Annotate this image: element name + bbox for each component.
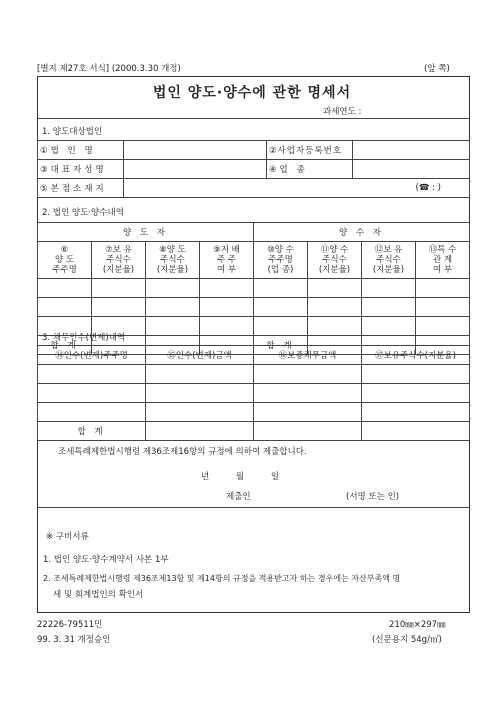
col-guarantee-amount: ⑯보증채무금액 — [254, 346, 362, 365]
col-transferred-shares: ⑧양 도 주식수 (지분율) — [146, 242, 200, 279]
attachment-item-2-cont: 세 및 회계법인의 확인서 — [53, 590, 144, 600]
hq-address-label: ⑤본점소재지 — [38, 179, 124, 198]
hq-address-field[interactable] — [124, 179, 470, 198]
date-line: 년 월 일 — [201, 472, 280, 482]
table-row — [38, 279, 470, 298]
business-field[interactable] — [353, 160, 470, 179]
total-row — [38, 422, 470, 441]
approval-date: 99. 3. 31 개정승인 — [37, 635, 111, 645]
corp-name-field[interactable] — [124, 141, 267, 160]
business-label: ④업 종 — [266, 160, 352, 179]
biz-no-field[interactable] — [353, 141, 470, 160]
seller-total-label: 합 계 — [38, 336, 92, 355]
paper-size: 210㎜×297㎜ — [389, 620, 446, 630]
phone-field: (☎ : ) — [415, 183, 441, 193]
declaration-text: 조세특례제한법시행령 제36조제16항의 규정에 의하여 제출합니다. — [58, 447, 307, 457]
seller-header: 양 도 자 — [38, 223, 254, 242]
col-seller-shareholder: ⑥ 양 도 주주명 — [38, 242, 92, 279]
attachment-item-2: 2. 조세특례제한법시행령 제36조제13항 및 제14항의 규정을 적용받고자 하는 경우에는 자산부족액 명 — [43, 574, 401, 583]
corp-name-label: ①법 인 명 — [38, 141, 124, 160]
section1-table — [37, 140, 470, 198]
debt-total-label: 합 계 — [38, 422, 146, 441]
section2-title: 2. 법인 양도·양수내역 — [42, 208, 124, 218]
biz-no-label: ②사업자등록번호 — [266, 141, 352, 160]
form-code: 22226-79511민 — [37, 620, 103, 630]
form-title: 법인 양도·양수에 관한 명세서 — [152, 85, 352, 101]
section3-table — [37, 345, 470, 441]
table-row — [38, 298, 470, 317]
section1-title: 1. 양도대상법인 — [42, 127, 103, 137]
signature-placeholder: (서명 또는 인) — [346, 492, 400, 502]
col-controlling: ⑨지 배 주 주 여 부 — [200, 242, 254, 279]
col-held-shares-ratio: ⑰보유주식수(지분율) — [362, 346, 470, 365]
submitter-label: 제출인 — [226, 492, 251, 502]
col-acquired-shares: ⑪양 수 주식수 (지분율) — [308, 242, 362, 279]
col-special-relation: ⑬특 수 관 계 여 부 — [416, 242, 470, 279]
rep-name-label: ③대표자성명 — [38, 160, 124, 179]
col-debt-assumer: ⑭인수(변제)주주명 — [38, 346, 146, 365]
rep-name-field[interactable] — [124, 160, 267, 179]
paper-type: (신문용지 54g/㎡) — [372, 635, 442, 645]
attachments-title: ※ 구비서류 — [46, 532, 89, 542]
table-row — [38, 384, 470, 403]
attachment-item-1: 1. 법인 양도·양수계약서 사본 1부 — [43, 555, 169, 565]
col-buyer-held-shares: ⑫보 유 주식수 (지분율) — [362, 242, 416, 279]
col-held-shares: ⑦보 유 주식수 (지분율) — [92, 242, 146, 279]
tax-year-label: 과세연도 : — [323, 107, 362, 117]
buyer-header: 양 수 자 — [254, 223, 470, 242]
page-side: (앞 쪽) — [424, 64, 450, 74]
buyer-total-label: 합 계 — [254, 336, 308, 355]
table-row — [38, 365, 470, 384]
section2-column-headers — [38, 242, 470, 279]
col-buyer-shareholder: ⑩양 수 주주명 (업 종) — [254, 242, 308, 279]
form-id: [별지 제27호 서식] (2000.3.30 개정) — [37, 64, 181, 74]
col-assumed-amount: ⑮인수(변제)금액 — [146, 346, 254, 365]
section3-title: 3. 채무인수(변제)내역 — [42, 333, 126, 343]
table-row — [38, 403, 470, 422]
